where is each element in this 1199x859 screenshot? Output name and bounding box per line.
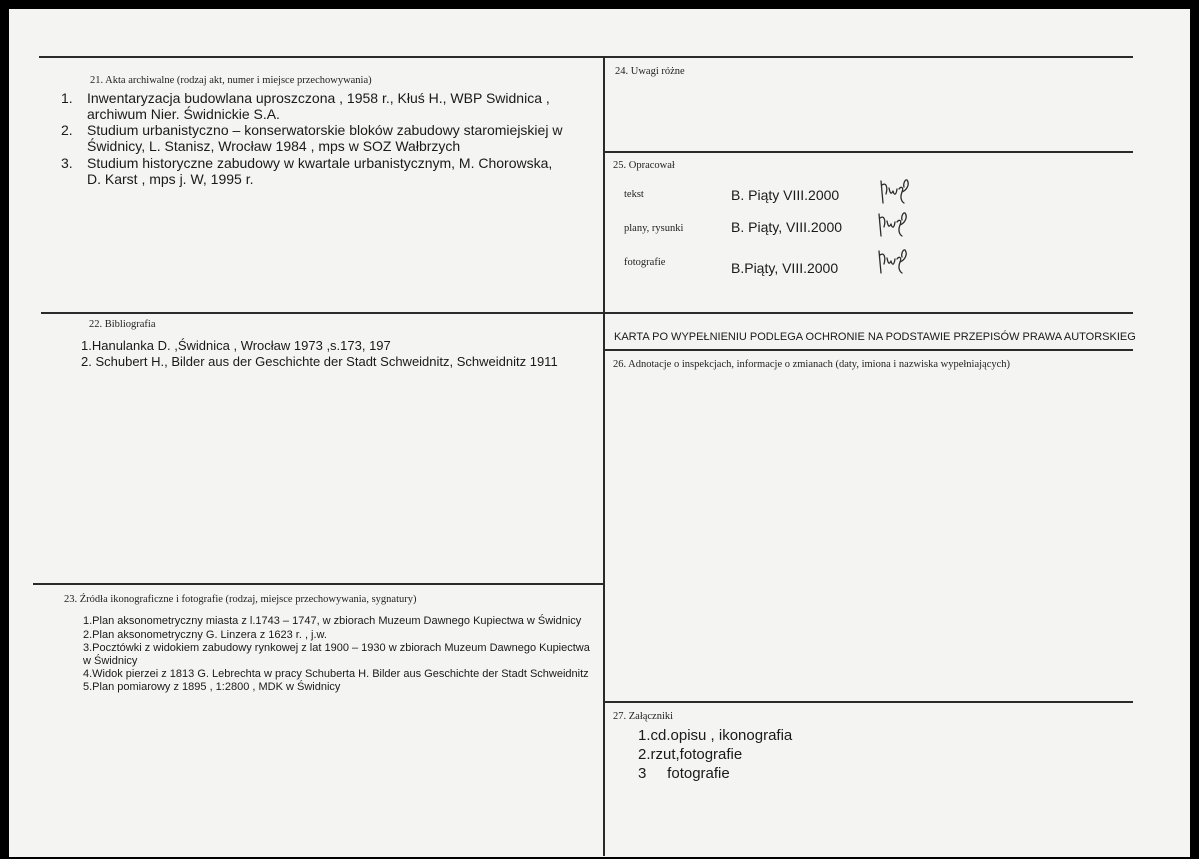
section-22-label: 22. Bibliografia bbox=[89, 319, 156, 330]
section-21-item-1-line-1: Inwentaryzacja budowlana uproszczona , 1958 r., Kłuś H., WBP Swidnica , bbox=[87, 90, 550, 106]
bibliography-item-1: 1.Hanulanka D. ,Świdnica , Wrocław 1973 ,s.173, 197 bbox=[81, 338, 391, 353]
rule-26-27 bbox=[604, 701, 1133, 703]
copyright-notice: KARTA PO WYPEŁNIENIU PODLEGA OCHRONIE NA PODSTAWIE PRZEPISÓW PRAWA AUTORSKIEG bbox=[614, 331, 1136, 343]
section-26-label: 26. Adnotacje o inspekcjach, informacje o zmianach (daty, imiona i nazwiska wypełniających) bbox=[613, 359, 1011, 370]
rule-22-23 bbox=[33, 583, 604, 585]
rule-notice-26 bbox=[604, 349, 1133, 351]
section-27-label: 27. Załączniki bbox=[613, 711, 674, 722]
prepared-plans-value: B. Piąty, VIII.2000 bbox=[731, 219, 843, 235]
prepared-photos-value: B.Piąty, VIII.2000 bbox=[731, 260, 839, 276]
prepared-photos-key: fotografie bbox=[624, 257, 666, 268]
signature-3 bbox=[875, 247, 919, 275]
prepared-text-value: B. Piąty VIII.2000 bbox=[731, 187, 840, 203]
attachment-item-3: 3 fotografie bbox=[638, 765, 730, 782]
signature-1 bbox=[877, 177, 921, 205]
section-21-label: 21. Akta archiwalne (rodzaj akt, numer i miejsce przechowywania) bbox=[90, 75, 372, 86]
iconography-line-5: 4.Widok pierzei z 1813 G. Lebrechta w pracy Schuberta H. Bilder aus Geschichte der Stadt Schweidnitz bbox=[83, 668, 589, 680]
attachment-item-2: 2.rzut,fotografie bbox=[638, 746, 743, 763]
section-21-item-1-line-2: archiwum Nier. Świdnickie S.A. bbox=[87, 106, 280, 122]
rule-25-notice bbox=[604, 312, 1133, 314]
section-21-item-3-number: 3. bbox=[61, 155, 73, 171]
bibliography-item-2: 2. Schubert H., Bilder aus der Geschichte der Stadt Schweidnitz, Schweidnitz 1911 bbox=[81, 354, 558, 369]
iconography-line-4: w Świdnicy bbox=[83, 655, 138, 667]
section-24-label: 24. Uwagi różne bbox=[615, 66, 685, 77]
archival-card-page bbox=[9, 9, 1190, 857]
iconography-line-3: 3.Pocztówki z widokiem zabudowy rynkowej z lat 1900 – 1930 w zbiorach Muzeum Dawnego Kupiectwa bbox=[83, 642, 590, 654]
rule-21-22 bbox=[41, 312, 604, 314]
section-21-item-1-number: 1. bbox=[61, 90, 73, 106]
section-21-item-3-line-2: D. Karst , mps j. W, 1995 r. bbox=[87, 171, 254, 187]
section-23-label: 23. Źródła ikonograficzne i fotografie (rodzaj, miejsce przechowywania, sygnatury) bbox=[64, 594, 417, 605]
center-divider bbox=[603, 56, 605, 856]
attachment-item-1: 1.cd.opisu , ikonografia bbox=[638, 727, 793, 744]
rule-24-25 bbox=[604, 151, 1133, 153]
section-21-item-2-number: 2. bbox=[61, 122, 73, 138]
iconography-line-6: 5.Plan pomiarowy z 1895 , 1:2800 , MDK w Świdnicy bbox=[83, 681, 341, 693]
iconography-line-2: 2.Plan aksonometryczny G. Linzera z 1623 r. , j.w. bbox=[83, 629, 327, 641]
section-21-item-2-line-1: Studium urbanistyczno – konserwatorskie bloków zabudowy staromiejskiej w bbox=[87, 122, 563, 138]
signature-2 bbox=[875, 210, 919, 238]
prepared-plans-key: plany, rysunki bbox=[624, 223, 684, 234]
top-rule bbox=[39, 56, 1133, 58]
iconography-line-1: 1.Plan aksonometryczny miasta z l.1743 – 1747, w zbiorach Muzeum Dawnego Kupiectwa w Świdnicy bbox=[83, 615, 582, 627]
section-21-item-3-line-1: Studium historyczne zabudowy w kwartale urbanistycznym, M. Chorowska, bbox=[87, 155, 553, 171]
section-21-item-2-line-2: Świdnicy, L. Stanisz, Wrocław 1984 , mps w SOZ Wałbrzych bbox=[87, 138, 461, 154]
section-25-label: 25. Opracował bbox=[613, 160, 675, 171]
prepared-text-key: tekst bbox=[624, 189, 644, 200]
